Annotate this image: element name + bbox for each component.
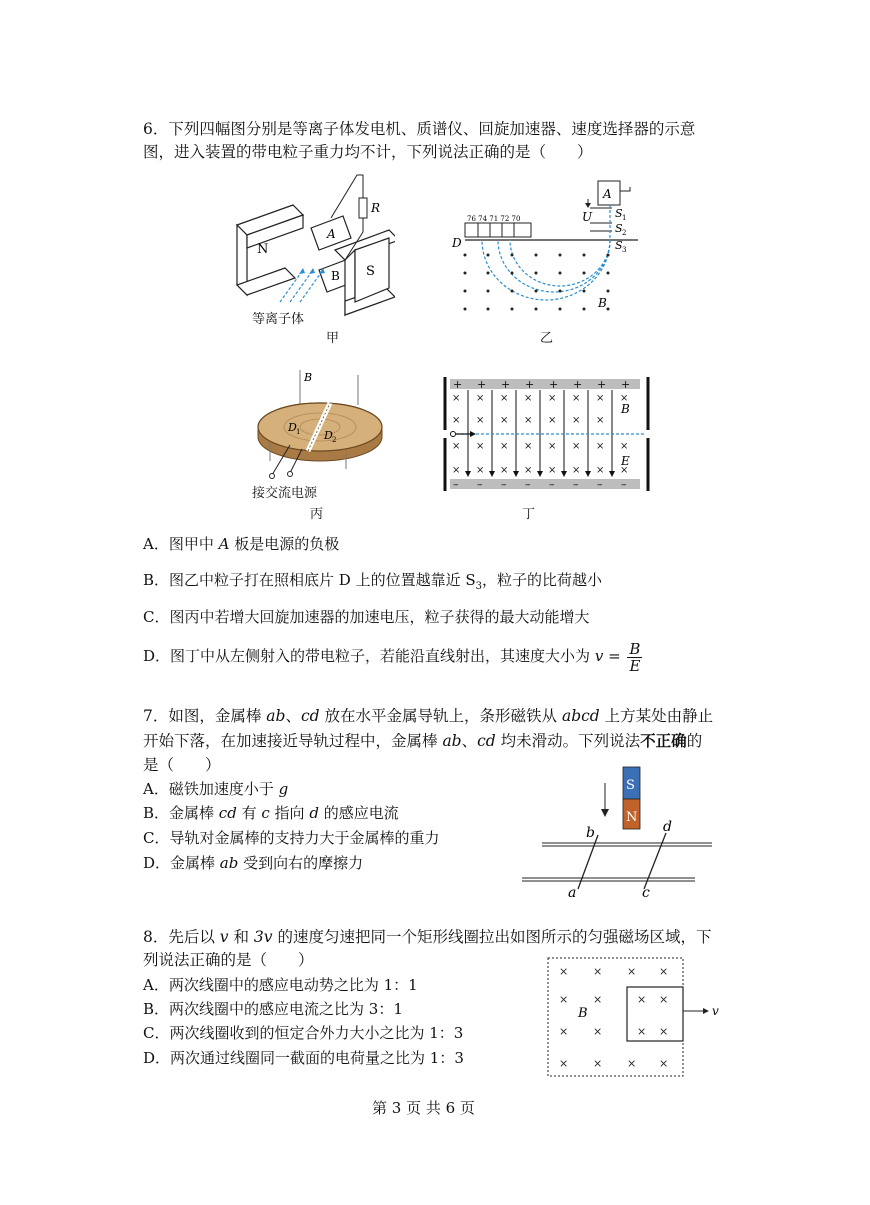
ding-b-label: B [621,402,630,416]
q7-line2-b: 均未滑动。下列说法 [495,732,641,750]
q6-option-d-prefix: D．图丁中从左侧射入的带电粒子，若能沿直线射出，其速度大小为 [143,647,595,665]
bing-b-label: B [304,371,313,384]
svg-text:×: × [659,965,669,978]
svg-text:×: × [524,415,533,426]
q8-label-v: v [712,1004,719,1018]
q7-option-c[interactable]: C．导轨对金属棒的支持力大于金属棒的重力 [143,829,440,847]
yi-s3-label: S [615,239,623,252]
svg-text:–: – [549,478,555,491]
q8-line1-v: v [219,928,229,946]
svg-text:+: + [501,378,511,391]
svg-text:×: × [476,441,485,452]
q7-line2-a: 开始下落，在加速接近导轨过程中，金属棒 [143,732,443,750]
svg-text:×: × [620,465,629,476]
q7-option-a[interactable] [143,778,288,800]
yi-s3-sub: 3 [622,246,627,254]
figure-magnet-rails [520,765,720,900]
bing-source-label: 接交流电源 [252,486,318,501]
yi-a-label: A [603,187,612,201]
svg-text:+: + [549,378,559,391]
yi-scale-labels: 76 74 71 72 70 [467,215,521,223]
svg-text:×: × [637,993,647,1006]
q6-option-d-num: B [629,639,641,658]
svg-text:×: × [524,441,533,452]
q7-line2-cd: cd [477,732,496,750]
jia-a-label: A [327,227,336,241]
svg-text:×: × [452,465,461,476]
q6-option-c[interactable]: C．图丙中若增大回旋加速器的加速电压，粒子获得的最大动能增大 [143,608,590,626]
q7-magnet-n: N [626,810,638,825]
q7-option-b-mid2: 指向 [269,804,310,822]
ding-caption: 丁 [522,507,536,522]
svg-text:×: × [627,965,637,978]
svg-text:+: + [621,378,631,391]
svg-text:+: + [573,378,583,391]
q7-label-c: c [642,885,650,900]
q7-option-a-prefix: A．磁铁加速度小于 [143,780,279,798]
svg-text:×: × [559,1057,569,1070]
svg-text:×: × [452,415,461,426]
q6-option-a-suffix: 板是电源的负极 [229,535,340,553]
q7-label-b: b [586,825,595,841]
q7-stem-line3: 是（ ） [143,756,221,774]
q6-option-d-fraction [627,641,642,674]
svg-text:×: × [593,1057,603,1070]
svg-text:×: × [476,393,485,404]
q6-option-b-suffix: ，粒子的比荷越小 [482,571,603,589]
svg-text:+: + [525,378,535,391]
svg-text:×: × [548,393,557,404]
svg-text:×: × [596,393,605,404]
q6-option-d[interactable] [143,636,642,676]
yi-b-label: B [598,296,607,310]
q6-option-d-eq: = [603,647,626,665]
svg-text:×: × [559,965,569,978]
jia-b-label: B [331,269,340,283]
svg-text:×: × [476,415,485,426]
q7-option-b-mid1: 有 [236,804,262,822]
q7-option-b-d: d [309,804,319,822]
q6-stem-line2: 图，进入装置的带电粒子重力均不计，下列说法正确的是（ ） [143,143,593,161]
svg-text:×: × [659,1057,669,1070]
ding-e-label: E [621,454,630,468]
q6-option-b-prefix: B．图乙中粒子打在照相底片 D 上的位置越靠近 [143,571,466,589]
yi-s1-sub: 1 [622,214,627,222]
q8-x-marks [559,965,668,1070]
svg-text:–: – [501,478,507,491]
jia-r-label: R [371,201,381,215]
svg-text:×: × [596,441,605,452]
q6-option-d-den: E [629,656,641,675]
svg-text:×: × [524,465,533,476]
svg-text:×: × [548,441,557,452]
yi-s1-label: S [615,207,623,220]
q8-line1-c: 的速度匀速把同一个矩形线圈拉出如图所示的匀强磁场区域，下 [272,928,712,946]
yi-d-label: D [452,236,462,250]
bing-d1-sub: 1 [296,428,301,436]
q8-option-d[interactable]: D．两次通过线圈同一截面的电荷量之比为 1：3 [143,1049,464,1067]
q7-line1-cd: cd [300,707,320,725]
q6-option-d-v: v [594,647,604,665]
q6-option-a[interactable] [143,533,339,555]
yi-caption: 乙 [540,331,554,346]
svg-text:×: × [548,465,557,476]
q7-stem-line2 [143,730,702,752]
svg-text:×: × [559,1025,569,1038]
figure-mass-spectrometer [450,175,650,325]
q7-option-b-cd: cd [218,804,237,822]
svg-text:×: × [593,1025,603,1038]
q6-option-a-prefix: A．图甲中 [143,535,219,553]
q8-line1-a: 8．先后以 [143,928,220,946]
svg-text:–: – [477,478,483,491]
q8-option-a[interactable]: A．两次线圈中的感应电动势之比为 1：1 [143,976,418,994]
svg-text:×: × [500,415,509,426]
svg-text:–: – [525,478,531,491]
q8-option-b[interactable]: B．两次线圈中的感应电流之比为 3：1 [143,1000,403,1018]
q7-line2-ab: ab [442,732,462,750]
q6-option-b-s: S [465,571,476,589]
svg-text:×: × [620,393,629,404]
svg-text:–: – [597,478,603,491]
bing-d2-sub: 2 [332,436,337,444]
svg-text:×: × [548,415,557,426]
svg-text:×: × [452,441,461,452]
svg-text:+: + [453,378,463,391]
q8-stem-line2: 列说法正确的是（ ） [143,951,314,969]
svg-text:×: × [476,465,485,476]
q6-option-a-var: A [218,535,230,553]
svg-text:×: × [637,1025,647,1038]
q7-line1-ab: ab [266,707,286,725]
q7-option-b-suffix: 的感应电流 [318,804,399,822]
svg-text:×: × [500,393,509,404]
svg-text:×: × [593,965,603,978]
q7-line1-b: 放在水平金属导轨上，条形磁铁从 [319,707,562,725]
figure-cyclotron [250,365,390,485]
q8-stem-line1 [143,926,711,948]
q7-line1-abcd: abcd [561,707,600,725]
q8-option-c[interactable]: C．两次线圈收到的恒定合外力大小之比为 1：3 [143,1024,464,1042]
q7-option-d-suffix: 受到向右的摩擦力 [238,854,364,872]
ding-field-lines [468,390,612,475]
yi-field-dots [464,254,610,311]
q7-option-b-prefix: B．金属棒 [143,804,219,822]
q7-line2-sep: 、 [461,732,478,750]
svg-text:×: × [500,465,509,476]
q8-line1-b: 和 [228,928,254,946]
bing-d1-label: D [288,421,297,434]
q8-line1-3v: 3v [253,928,273,946]
q7-stem-line1 [143,705,713,727]
svg-text:×: × [659,993,669,1006]
svg-text:×: × [572,465,581,476]
svg-text:×: × [659,1025,669,1038]
svg-text:×: × [620,441,629,452]
figure-coil-field [545,955,735,1080]
q7-line1-sep: 、 [285,707,301,725]
svg-text:+: + [597,378,607,391]
q7-line2-c: 的 [686,732,703,750]
svg-text:×: × [572,441,581,452]
q7-option-d-prefix: D．金属棒 [143,854,220,872]
jia-plasma-label: 等离子体 [252,312,305,327]
page-footer: 第 3 页 共 6 页 [372,1099,475,1117]
q7-line2-bold: 不正确 [640,731,687,750]
svg-text:×: × [572,415,581,426]
svg-text:×: × [500,441,509,452]
q7-option-b[interactable] [143,802,399,824]
svg-text:–: – [453,478,459,491]
q7-option-d[interactable] [143,852,363,874]
figure-velocity-selector [440,375,655,495]
q7-magnet-s: S [626,778,635,793]
q7-line1-a: 7．如图，金属棒 [143,707,267,725]
q7-label-d: d [663,819,672,835]
bing-d2-label: D [324,429,333,442]
jia-caption: 甲 [326,331,340,346]
q7-line1-c: 上方某处由静止 [599,707,714,725]
svg-text:×: × [524,393,533,404]
svg-text:×: × [559,993,569,1006]
svg-text:–: – [573,478,579,491]
q8-label-b: B [578,1006,588,1021]
bing-caption: 丙 [310,507,324,522]
svg-text:×: × [452,393,461,404]
svg-text:×: × [572,393,581,404]
q7-option-b-c: c [261,804,270,822]
jia-s-label: S [366,264,375,279]
yi-u-label: U [582,210,593,224]
svg-text:×: × [593,993,603,1006]
svg-text:–: – [621,478,627,491]
yi-s2-label: S [615,222,623,235]
q7-option-a-g: g [278,780,289,798]
yi-s2-sub: 2 [622,229,627,237]
figure-plasma-generator [225,170,395,350]
svg-text:+: + [477,378,487,391]
svg-text:×: × [627,1057,637,1070]
q6-option-b-sub: 3 [475,581,483,592]
svg-text:×: × [596,465,605,476]
q7-option-d-ab: ab [219,854,239,872]
q6-option-b[interactable] [143,569,602,598]
q6-stem-line1: 6．下列四幅图分别是等离子体发电机、质谱仪、回旋加速器、速度选择器的示意 [143,120,696,138]
q7-label-a: a [568,885,577,900]
svg-text:×: × [596,415,605,426]
jia-n-label: N [257,242,269,257]
